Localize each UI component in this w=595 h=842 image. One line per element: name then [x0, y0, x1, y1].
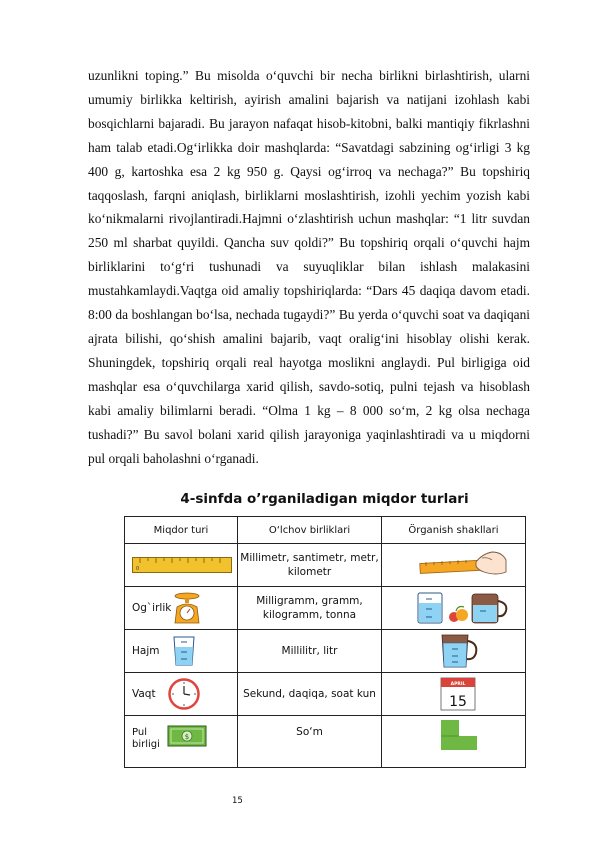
quantity-cell — [125, 587, 238, 630]
header-units: O‘lchov birliklari — [238, 517, 382, 544]
measuring-cup-icon — [172, 635, 196, 667]
form-cell — [382, 587, 526, 630]
form-cell — [382, 716, 526, 768]
quantity-cell — [125, 673, 238, 716]
quantity-table — [124, 516, 526, 768]
ruler-icon — [132, 557, 232, 573]
green-blocks-icon — [440, 719, 478, 751]
svg-text:0: 0 — [136, 566, 140, 572]
quantity-cell — [125, 716, 238, 768]
jugs-and-fruit-icon — [416, 591, 512, 625]
clock-icon — [168, 678, 200, 710]
quantity-cell — [125, 630, 238, 673]
form-cell — [382, 673, 526, 716]
table-row-weight — [125, 587, 526, 630]
hand-measuring-ruler-icon — [418, 548, 508, 580]
units-cell: Millilitr, litr — [238, 630, 382, 673]
quantity-name: Og`irlik — [132, 602, 172, 614]
units-cell: Millimetr, santimetr, metr, kilometr — [238, 544, 382, 587]
calendar-icon — [440, 677, 476, 711]
table-row-time — [125, 673, 526, 716]
units-text: So‘m — [296, 726, 323, 738]
scale-icon — [172, 591, 202, 625]
table-row-volume — [125, 630, 526, 673]
quantity-name: Vaqt — [132, 688, 156, 700]
table-row-money — [125, 716, 526, 768]
page-number: 15 — [232, 796, 243, 806]
units-cell: Milligramm, gramm, kilogramm, tonna — [238, 587, 382, 630]
header-learning-forms: Ӧrganish shakllari — [382, 517, 526, 544]
header-quantity-type: Miqdor turi — [125, 517, 238, 544]
svg-text:$: $ — [184, 733, 190, 741]
body-paragraph: uzunlikni toping.” Bu misolda o‘quvchi bir necha birlikni birlashtirish, ularni umumiy birlikka keltirish, ayirish amalini bajarish va natijani izohlash kabi bosqichlarni bajaradi. Bu jarayon nafaqat hisob-kitobni, balki mantiqiy fikrlashni ham talab etadi.Og‘irlikka doir mashqlarda: “Savatdagi sabzining og‘irligi 3 kg 400 g, kartoshka esa 2 kg 950 g. Qaysi og‘irroq va nechaga?” Bu topshiriq taqqoslash, farqni aniqlash, birliklarni moslashtirish, izohli yechim yozish kabi ko‘nikmalarni rivojlantiradi.Hajmni o‘zlashtirish uchun mashqlar: “1 litr suvdan 250 ml sharbat quyildi. Qancha suv qoldi?” Bu topshiriq orqali o‘quvchi hajm birliklarini to‘g‘ri tushunadi va suyuqliklar bilan ishlash malakasini mustahkamlaydi.Vaqtga oid amaliy topshiriqlarda: “Dars 45 daqiqa davom etadi. 8:00 da boshlangan bo‘lsa, nechada tugaydi?” Bu yerda o‘quvchi soat va daqiqani ajrata bilishi, qo‘shish amalini bajarib, vaqt oralig‘ini hisoblay olishi kerak. Shuningdek, topshiriq orqali real hayotga moslikni anglaydi. Pul birligiga oid mashqlar esa o‘quvchilarga xarid qilish, savdo-sotiq, pulni tejash va hisoblash kabi amaliy bilimlarni beradi. “Olma 1 kg – 8 000 so‘m, 2 kg olsa nechaga tushadi?” Bu savol bolani xarid qilish jarayoniga yaqinlashtiradi va u miqdorni pul orqali baholashni o‘rganadi. — [88, 68, 530, 466]
quantity-name — [132, 727, 162, 751]
quantity-cell — [125, 544, 238, 587]
table-title: 4-sinfda o’rganiladigan miqdor turlari — [180, 491, 469, 507]
calendar-day: 15 — [449, 694, 467, 710]
units-cell: Sekund, daqiqa, soat kun — [238, 673, 382, 716]
quantity-name: Hajm — [132, 645, 160, 657]
units-cell — [238, 716, 382, 768]
table-header-row — [125, 517, 526, 544]
calendar-month: APRIL — [450, 682, 466, 687]
table-row-length — [125, 544, 526, 587]
form-cell — [382, 630, 526, 673]
banknote-icon — [167, 725, 207, 747]
form-cell — [382, 544, 526, 587]
quantity-name-text: Pul birligi — [132, 727, 160, 751]
water-jug-icon — [440, 633, 480, 669]
